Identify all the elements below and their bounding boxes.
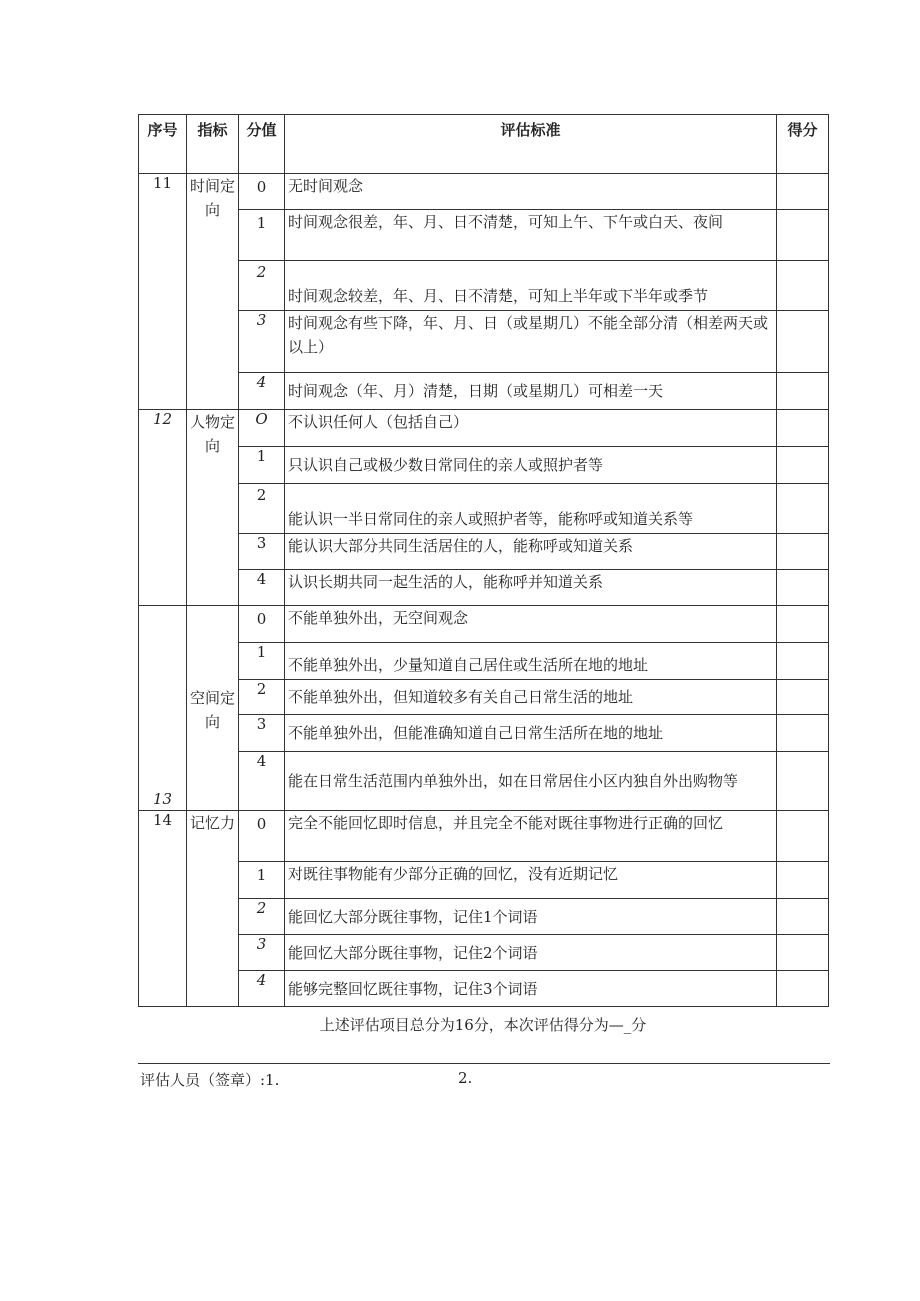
table-row (139, 643, 829, 680)
row-score: 0 (239, 174, 285, 210)
group-indicator: 时间定向 (187, 174, 239, 410)
row-criteria: 不能单独外出，少量知道自己居住或生活所在地的地址 (285, 643, 777, 680)
table-row (139, 752, 829, 811)
row-criteria: 无时间观念 (285, 174, 777, 210)
table-row (139, 899, 829, 935)
score-input-cell[interactable] (777, 373, 829, 410)
score-input-cell[interactable] (777, 606, 829, 643)
table-row (139, 570, 829, 606)
row-score: O (239, 410, 285, 447)
row-criteria: 对既往事物能有少部分正确的回忆，没有近期记忆 (285, 862, 777, 899)
table-row (139, 447, 829, 484)
row-score: 3 (239, 935, 285, 971)
score-input-cell[interactable] (777, 174, 829, 210)
signature-divider (138, 1063, 830, 1064)
table-row (139, 862, 829, 899)
score-input-cell[interactable] (777, 715, 829, 752)
row-score: 3 (239, 534, 285, 570)
table-row (139, 971, 829, 1007)
group-seq: 11 (139, 174, 187, 410)
header-indicator: 指标 (187, 115, 239, 174)
table-row (139, 311, 829, 373)
header-score: 分值 (239, 115, 285, 174)
row-criteria: 能在日常生活范围内单独外出，如在日常居住小区内独自外出购物等 (285, 752, 777, 811)
score-input-cell[interactable] (777, 752, 829, 811)
row-criteria: 时间观念较差，年、月、日不清楚，可知上半年或下半年或季节 (285, 261, 777, 311)
row-criteria: 完全不能回忆即时信息，并且完全不能对既往事物进行正确的回忆 (285, 811, 777, 862)
table-row (139, 410, 829, 447)
score-input-cell[interactable] (777, 899, 829, 935)
group-seq: 12 (139, 410, 187, 606)
row-criteria: 能回忆大部分既往事物，记住2个词语 (285, 935, 777, 971)
group-indicator: 空间定向 (187, 606, 239, 811)
table-row (139, 261, 829, 311)
header-seq: 序号 (139, 115, 187, 174)
score-input-cell[interactable] (777, 484, 829, 534)
row-score: 2 (239, 484, 285, 534)
row-score: 3 (239, 715, 285, 752)
score-input-cell[interactable] (777, 935, 829, 971)
header-got: 得分 (777, 115, 829, 174)
row-criteria: 时间观念很差，年、月、日不清楚，可知上午、下午或白天、夜间 (285, 210, 777, 261)
total-score-summary: 上述评估项目总分为16分，本次评估得分为—_分 (319, 1016, 647, 1034)
assessment-table (138, 114, 829, 1007)
table-row (139, 534, 829, 570)
row-score: 2 (239, 261, 285, 311)
table-row (139, 680, 829, 715)
row-score: 4 (239, 971, 285, 1007)
table-row (139, 606, 829, 643)
header-criteria: 评估标准 (285, 115, 777, 174)
score-input-cell[interactable] (777, 311, 829, 373)
table-row (139, 811, 829, 862)
assessor-signature-second: 2. (458, 1069, 473, 1087)
score-input-cell[interactable] (777, 862, 829, 899)
table-row (139, 484, 829, 534)
group-indicator: 人物定向 (187, 410, 239, 606)
table-row (139, 373, 829, 410)
group-seq: 13 (139, 606, 187, 811)
row-criteria: 不能单独外出，但知道较多有关自己日常生活的地址 (285, 680, 777, 715)
score-input-cell[interactable] (777, 643, 829, 680)
row-score: 3 (239, 311, 285, 373)
score-input-cell[interactable] (777, 534, 829, 570)
row-score: 4 (239, 373, 285, 410)
group-seq: 14 (139, 811, 187, 1007)
score-input-cell[interactable] (777, 680, 829, 715)
table-row (139, 210, 829, 261)
row-score: 2 (239, 899, 285, 935)
row-score: 1 (239, 447, 285, 484)
row-criteria: 认识长期共同一起生活的人，能称呼并知道关系 (285, 570, 777, 606)
row-criteria: 只认识自己或极少数日常同住的亲人或照护者等 (285, 447, 777, 484)
row-criteria: 时间观念（年、月）清楚，日期（或星期几）可相差一天 (285, 373, 777, 410)
assessor-signature-label: 评估人员（签章）:1. (140, 1071, 280, 1089)
row-criteria: 不能单独外出，无空间观念 (285, 606, 777, 643)
row-score: 4 (239, 752, 285, 811)
group-indicator: 记忆力 (187, 811, 239, 1007)
score-input-cell[interactable] (777, 210, 829, 261)
row-score: 0 (239, 811, 285, 862)
row-score: 1 (239, 643, 285, 680)
row-score: 2 (239, 680, 285, 715)
row-score: 4 (239, 570, 285, 606)
row-score: 1 (239, 862, 285, 899)
table-row (139, 715, 829, 752)
score-input-cell[interactable] (777, 971, 829, 1007)
row-criteria: 能回忆大部分既往事物，记住1个词语 (285, 899, 777, 935)
score-input-cell[interactable] (777, 811, 829, 862)
row-score: 1 (239, 210, 285, 261)
table-row (139, 935, 829, 971)
row-criteria: 能认识大部分共同生活居住的人，能称呼或知道关系 (285, 534, 777, 570)
score-input-cell[interactable] (777, 447, 829, 484)
table-row (139, 174, 829, 210)
header-row (139, 115, 829, 174)
row-criteria: 时间观念有些下降，年、月、日（或星期几）不能全部分清（相差两天或以上） (285, 311, 777, 373)
row-criteria: 能够完整回忆既往事物，记住3个词语 (285, 971, 777, 1007)
row-criteria: 不认识任何人（包括自己） (285, 410, 777, 447)
row-criteria: 不能单独外出，但能准确知道自己日常生活所在地的地址 (285, 715, 777, 752)
score-input-cell[interactable] (777, 410, 829, 447)
row-criteria: 能认识一半日常同住的亲人或照护者等，能称呼或知道关系等 (285, 484, 777, 534)
score-input-cell[interactable] (777, 570, 829, 606)
score-input-cell[interactable] (777, 261, 829, 311)
row-score: 0 (239, 606, 285, 643)
